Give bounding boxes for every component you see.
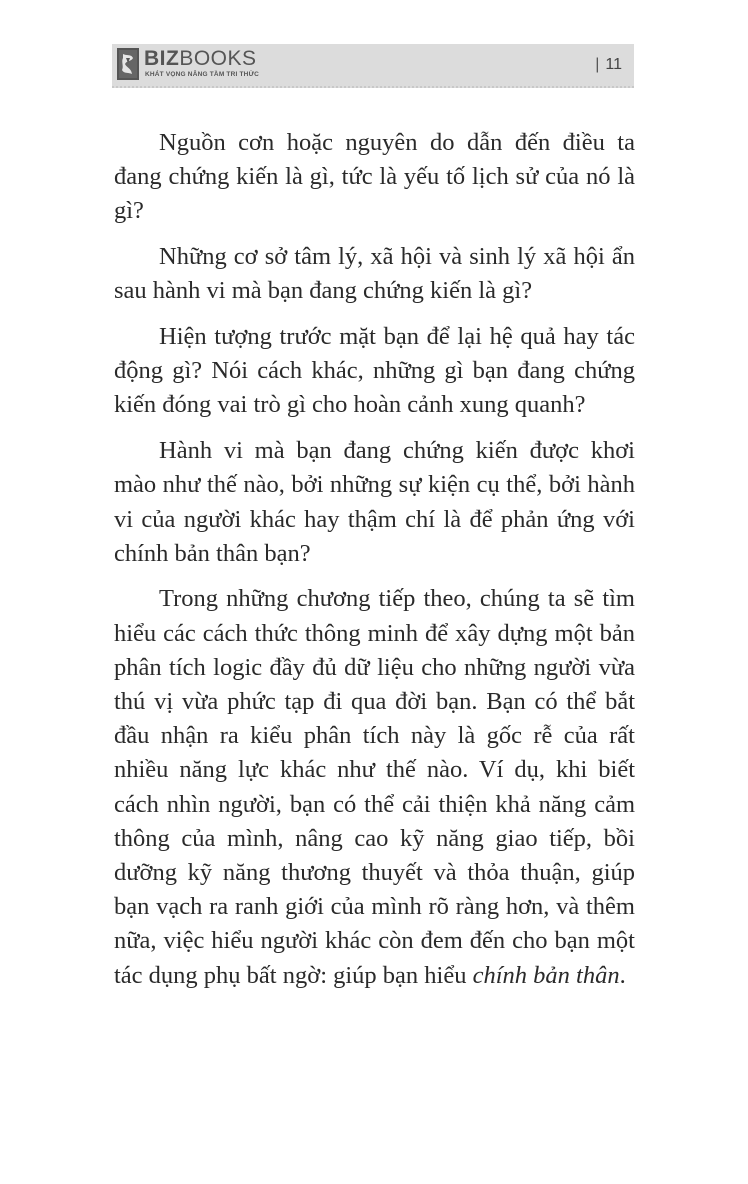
brand-name-bold: BIZ	[144, 47, 180, 70]
paragraph-ending: .	[619, 961, 626, 989]
page-body	[114, 126, 635, 1004]
page-separator: |	[595, 56, 600, 73]
page-number-block	[595, 56, 622, 74]
brand-tagline: KHÁT VỌNG NÂNG TẦM TRI THỨC	[145, 71, 260, 78]
brand-name	[144, 48, 257, 70]
paragraph: Hiện tượng trước mặt bạn để lại hệ quả hay tác động gì? Nói cách khác, những gì bạn đang chứng kiến đóng vai trò gì cho hoàn cảnh xung quanh?	[114, 323, 635, 419]
paragraph-text: Trong những chương tiếp theo, chúng ta sẽ tìm hiểu các cách thức thông minh để xây dựng một bản phân tích logic đầy đủ dữ liệu cho những người vừa thú vị vừa phức tạp đi qua đời bạn. Bạn có thể bắt đầu nhận ra kiểu phân tích này là gốc rễ của rất nhiều năng lực khác như thế nào. Ví dụ, khi biết cách nhìn người, bạn có thể cải thiện khả năng cảm thông của mình, nâng cao kỹ năng giao tiếp, bồi dưỡng kỹ năng thương thuyết và thỏa thuận, giúp bạn vạch ra ranh giới của mình rõ ràng hơn, và thêm nữa, việc hiểu người khác còn đem đến cho bạn một tác dụng phụ bất ngờ: giúp bạn hiểu	[114, 585, 635, 989]
bizbooks-logo-icon	[117, 48, 139, 80]
paragraph: Những cơ sở tâm lý, xã hội và sinh lý xã hội ẩn sau hành vi mà bạn đang chứng kiến là gì?	[114, 243, 635, 305]
brand-name-light: BOOKS	[179, 47, 257, 70]
page-number: 11	[605, 56, 622, 73]
paragraph: Hành vi mà bạn đang chứng kiến được khơi mào như thế nào, bởi những sự kiện cụ thể, bởi hành vi của người khác hay thậm chí là để phản ứng với chính bản thân bạn?	[114, 437, 635, 567]
paragraph: Nguồn cơn hoặc nguyên do dẫn đến điều ta đang chứng kiến là gì, tức là yếu tố lịch sử của nó là gì?	[114, 129, 635, 225]
emphasis-text: chính bản thân	[472, 961, 620, 989]
running-header	[112, 44, 634, 88]
paragraph	[114, 582, 635, 992]
